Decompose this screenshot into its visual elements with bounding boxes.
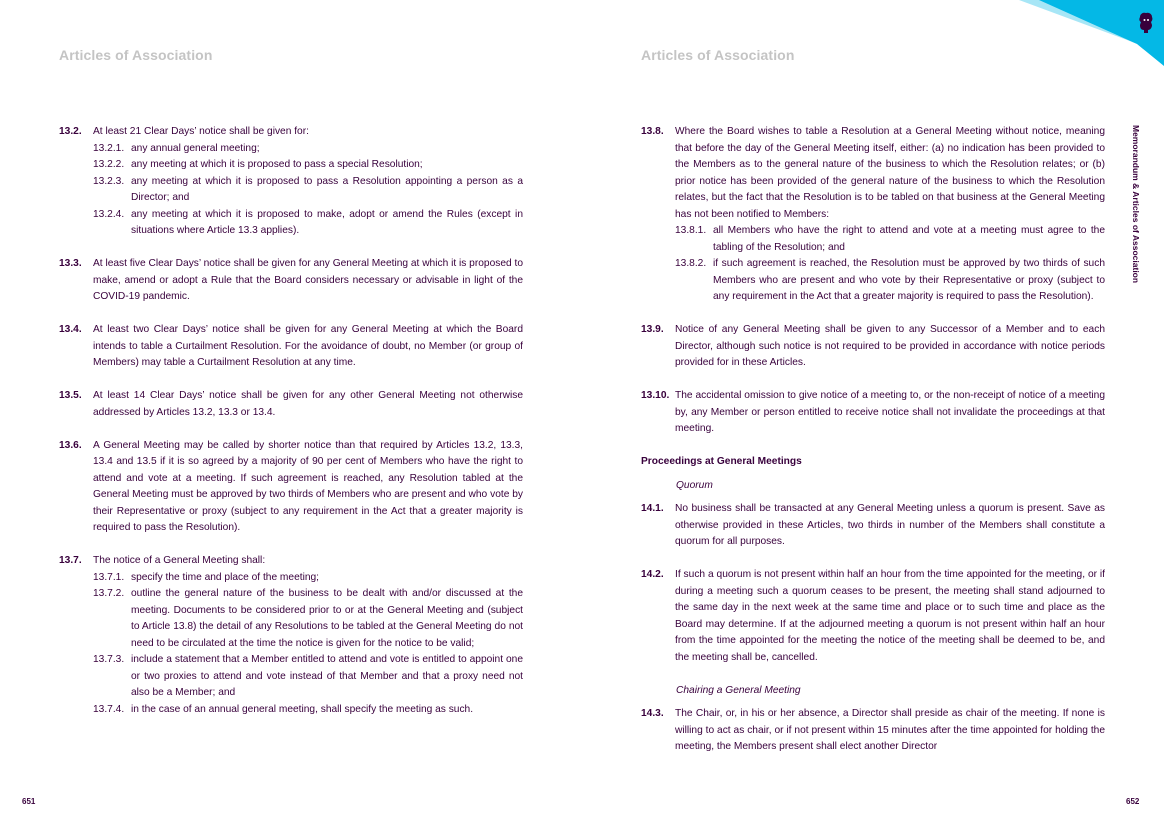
sub-clause bbox=[675, 256, 1105, 306]
sub-clause-number: 13.8.1. bbox=[675, 225, 707, 236]
clause-number: 13.3. bbox=[59, 258, 82, 269]
clause-text: At least 21 Clear Days’ notice shall be given for: bbox=[93, 126, 309, 137]
subsection-heading-chairing: Chairing a General Meeting bbox=[676, 684, 801, 696]
sub-clause bbox=[93, 652, 523, 702]
sub-clause-number: 13.2.3. bbox=[93, 175, 125, 187]
sub-clause bbox=[93, 570, 523, 587]
clause-text: At least five Clear Days’ notice shall be given for any General Meeting at which it is proposed to make, amend or adopt a Rule that the Board considers necessary or advisable in light of the COVID-19 pandemic. bbox=[93, 258, 523, 302]
clause-text: The Chair, or, in his or her absence, a Director shall preside as chair of the meeting. If none is willing to act as chair, or if not present within 15 minutes after the time appointed for holding the meeting, the Members present shall elect another Director bbox=[675, 708, 1105, 752]
sub-clause-text: any meeting at which it is proposed to pass a special Resolution; bbox=[131, 159, 423, 170]
clause-number: 14.1. bbox=[641, 503, 664, 514]
clause bbox=[59, 553, 523, 718]
sub-clause-number: 13.8.2. bbox=[675, 258, 707, 269]
side-tab bbox=[1128, 125, 1142, 325]
clause-text: The notice of a General Meeting shall: bbox=[93, 555, 266, 566]
sub-clause-text: all Members who have the right to attend and vote at a meeting must agree to the tabling of the Resolution; and bbox=[713, 225, 1105, 253]
sub-clause-text: in the case of an annual general meeting, shall specify the meeting as such. bbox=[131, 703, 474, 715]
clause-text: A General Meeting may be called by shorter notice than that required by Articles 13.2, 13.3, 13.4 and 13.5 if it is so agreed by a majority of 90 per cent of Members who have the right to attend and vote at a meeting. If such agreement is reached, any Resolution tabled at the General Meeting must be approved by two thirds of Members who are present and who vote by their Representative or proxy (subject to any requirement in the Act that a greater majority is required to pass the Resolution). bbox=[93, 439, 523, 533]
page-number-right: 652 bbox=[1126, 797, 1140, 806]
sub-clause-text: outline the general nature of the business to be dealt with and/or discussed at the meeting. Documents to be considered prior to or at the General Meeting and (subject to Article 13.8) the detail of any Resolutions to be tabled at the General Meeting do not need to be circulated at the time the notice is given for the notice to be valid; bbox=[131, 588, 523, 649]
sub-clause-text: any meeting at which it is proposed to make, adopt or amend the Rules (except in situations where Article 13.3 applies). bbox=[131, 208, 523, 236]
clause-text: Where the Board wishes to table a Resolution at a General Meeting without notice, meaning that before the day of the General Meeting itself, either: (a) no indication has been provided to the Members as to the general nature of the business to which the Resolution relates; or (b) prior notice has been provided of the general nature of the business to which the Resolution relates, but the fact that the Resolution is to be tabled on that business at the General Meeting has not been notified to Members: bbox=[675, 126, 1105, 220]
clause-number: 14.3. bbox=[641, 708, 664, 719]
clause-number: 13.6. bbox=[59, 439, 82, 451]
clause bbox=[641, 706, 1105, 756]
sub-clause-number: 13.2.1. bbox=[93, 142, 125, 154]
sub-clause-number: 13.2.2. bbox=[93, 159, 125, 170]
sub-clause-text: include a statement that a Member entitled to attend and vote is entitled to appoint one or two proxies to attend and vote instead of that Member and that a proxy need not also be a Member; and bbox=[131, 654, 523, 698]
sub-clause-text: any annual general meeting; bbox=[131, 142, 260, 154]
sub-clause bbox=[93, 157, 523, 174]
clause bbox=[641, 388, 1105, 438]
clause-number: 13.8. bbox=[641, 126, 664, 137]
clause bbox=[59, 124, 523, 240]
clause-number: 13.2. bbox=[59, 126, 82, 137]
clause-number: 13.5. bbox=[59, 390, 82, 401]
subsection-heading-quorum: Quorum bbox=[676, 479, 713, 491]
sub-clause-number: 13.7.3. bbox=[93, 654, 125, 665]
right-column bbox=[641, 124, 1105, 756]
side-tab-label: Memorandum & Articles of Association bbox=[1131, 125, 1141, 284]
clause bbox=[641, 322, 1105, 372]
page-number-left: 651 bbox=[22, 797, 36, 806]
sub-clause bbox=[93, 207, 523, 240]
clause bbox=[59, 388, 523, 421]
section-heading: Proceedings at General Meetings bbox=[641, 456, 802, 467]
sub-clause-number: 13.7.4. bbox=[93, 703, 125, 715]
clause bbox=[59, 256, 523, 306]
clause-text: No business shall be transacted at any General Meeting unless a quorum is present. Save as otherwise provided in these Articles, two thirds in number of the Members shall constitute a quorum for all purposes. bbox=[675, 503, 1105, 547]
clause bbox=[641, 124, 1105, 306]
sub-clause-text: if such agreement is reached, the Resolution must be approved by two thirds of such Members who are present and who vote by their Representative or proxy (subject to any requirement in the Act that a greater majority is required to pass the Resolution). bbox=[713, 258, 1105, 302]
sub-clause-number: 13.7.1. bbox=[93, 571, 125, 583]
sub-clause bbox=[93, 586, 523, 652]
sub-clause-text: specify the time and place of the meeting; bbox=[131, 571, 320, 583]
sub-clause-number: 13.2.4. bbox=[93, 208, 125, 220]
sub-clause-text: any meeting at which it is proposed to pass a Resolution appointing a person as a Director; and bbox=[131, 175, 523, 203]
sub-clause bbox=[93, 702, 523, 719]
sub-clause-number: 13.7.2. bbox=[93, 588, 125, 599]
sub-clause bbox=[675, 223, 1105, 256]
clause bbox=[59, 438, 523, 537]
clause bbox=[59, 322, 523, 372]
clause-text: The accidental omission to give notice of a meeting to, or the non-receipt of notice of a meeting by, any Member or person entitled to receive notice shall not invalidate the proceedings at that meeting. bbox=[675, 390, 1105, 434]
clause-text: Notice of any General Meeting shall be given to any Successor of a Member and to each Director, although such notice is not required to be provided in accordance with notice periods provided for in these Articles. bbox=[675, 324, 1105, 368]
clause-number: 14.2. bbox=[641, 569, 664, 580]
clause bbox=[641, 567, 1105, 666]
page-header-right: Articles of Association bbox=[641, 47, 795, 63]
clause bbox=[641, 501, 1105, 551]
left-column bbox=[59, 124, 523, 735]
clause-text: At least two Clear Days’ notice shall be given for any General Meeting at which the Board intends to table a Curtailment Resolution. For the avoidance of doubt, no Member (or group of Members) may table a Curtailment Resolution at any time. bbox=[93, 324, 523, 368]
clause-number: 13.4. bbox=[59, 324, 82, 335]
clause-number: 13.10. bbox=[641, 390, 670, 401]
clause-text: If such a quorum is not present within half an hour from the time appointed for the meeting, or if during a meeting such a quorum ceases to be present, the meeting shall stand adjourned to the same day in the next week at the same time and place or to such time and place as the Board may determine. If at the adjourned meeting a quorum is not present within half an hour from the time appointed for the meeting the notice of the meeting shall be deemed to be, and the meeting shall be, cancelled. bbox=[675, 569, 1105, 663]
sub-clause bbox=[93, 174, 523, 207]
page-header-left: Articles of Association bbox=[59, 47, 213, 63]
brand-corner-graphic bbox=[1019, 0, 1164, 66]
clause-text: At least 14 Clear Days’ notice shall be given for any other General Meeting not otherwise addressed by Articles 13.2, 13.3 or 13.4. bbox=[93, 390, 523, 418]
clause-number: 13.9. bbox=[641, 324, 664, 335]
clause-number: 13.7. bbox=[59, 555, 82, 566]
sub-clause bbox=[93, 141, 523, 158]
